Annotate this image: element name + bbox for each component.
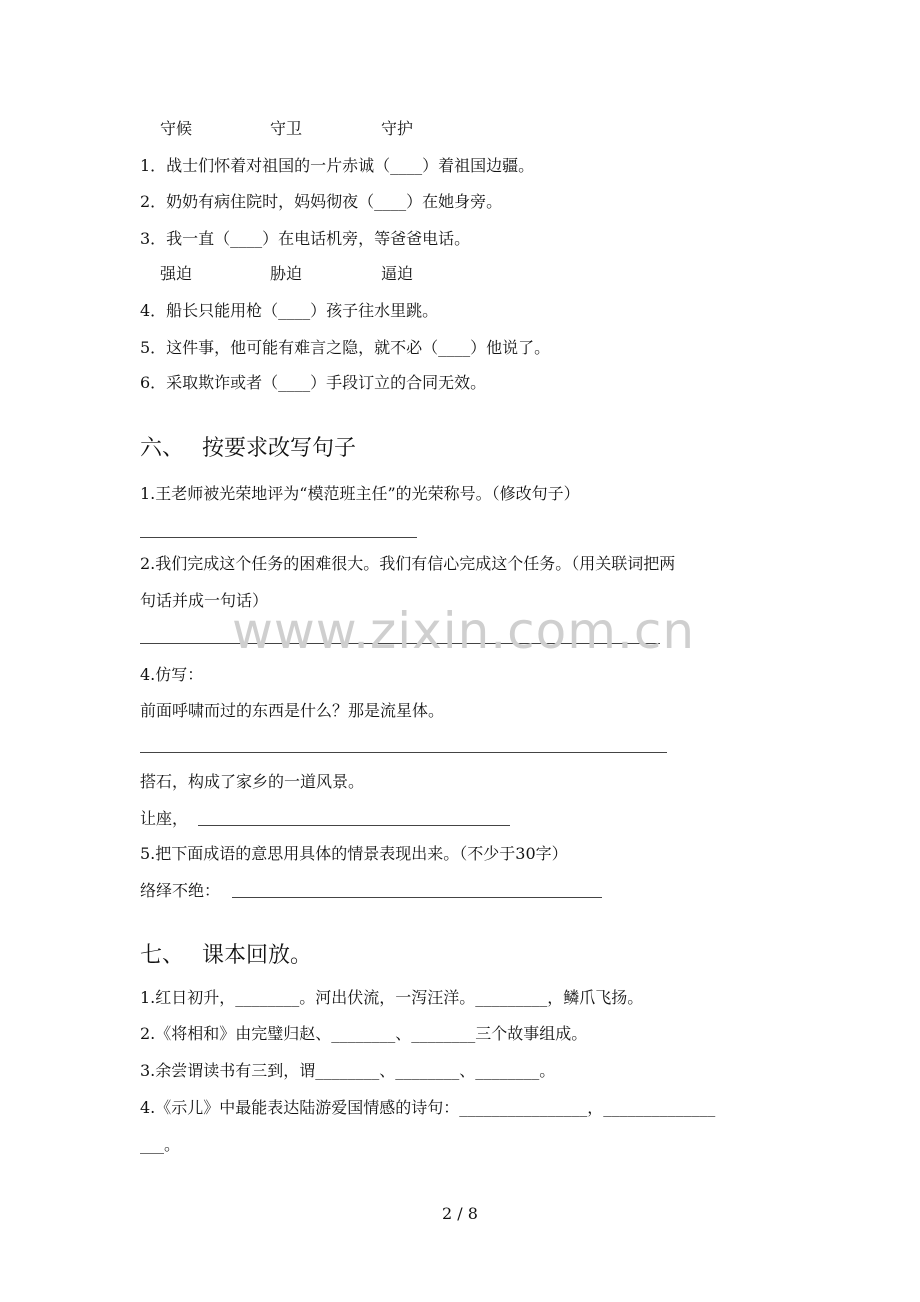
prompt-text: 络绎不绝： — [140, 881, 221, 900]
example-sentence: 前面呼啸而过的东西是什么？那是流星体。 — [140, 701, 445, 720]
word-option: 守卫 — [270, 119, 303, 138]
question-line: 4.仿写： — [140, 665, 204, 684]
word-option: 胁迫 — [270, 264, 303, 283]
page-number: 2 / 8 — [442, 1204, 478, 1223]
question-line: 1．战士们怀着对祖国的一片赤诚（____）着祖国边疆。 — [140, 156, 535, 175]
answer-line — [232, 897, 602, 898]
word-option: 守候 — [160, 119, 193, 138]
question-line: 4.《示儿》中最能表达陆游爱国情感的诗句：________________，______________ — [140, 1098, 716, 1117]
section-title: 课本回放。 — [202, 943, 313, 968]
question-line: 6．采取欺诈或者（____）手段订立的合同无效。 — [140, 373, 487, 392]
watermark: www.zixin.com.cn — [232, 602, 696, 660]
word-option: 守护 — [381, 119, 414, 138]
question-line: 2.我们完成这个任务的困难很大。我们有信心完成这个任务。（用关联词把两 — [140, 554, 676, 573]
question-line: 4．船长只能用枪（____）孩子往水里跳。 — [140, 301, 439, 320]
question-line: 1.红日初升，________。河出伏流，一泻汪洋。_________，鳞爪飞扬。 — [140, 988, 644, 1007]
section-number: 六、 — [140, 436, 185, 461]
example-sentence: 搭石，构成了家乡的一道风景。 — [140, 772, 365, 791]
question-line: 3．我一直（____）在电话机旁，等爸爸电话。 — [140, 229, 471, 248]
section-title: 按要求改写句子 — [202, 436, 357, 461]
word-option: 逼迫 — [381, 264, 414, 283]
answer-line — [198, 825, 510, 826]
question-line: 2．奶奶有病住院时，妈妈彻夜（____）在她身旁。 — [140, 192, 503, 211]
section-number: 七、 — [140, 943, 185, 968]
section-heading — [140, 434, 356, 464]
question-line: 句话并成一句话） — [140, 591, 269, 610]
question-line: 5.把下面成语的意思用具体的情景表现出来。（不少于30字） — [140, 844, 568, 863]
answer-line — [140, 537, 417, 538]
question-line: ___。 — [140, 1135, 181, 1154]
question-line: 2.《将相和》由完璧归赵、________、________三个故事组成。 — [140, 1024, 588, 1043]
answer-line — [140, 752, 667, 753]
prompt-text: 让座， — [140, 809, 189, 828]
word-option: 强迫 — [160, 264, 193, 283]
question-line: 5．这件事，他可能有难言之隐，就不必（____）他说了。 — [140, 338, 551, 357]
question-line: 1.王老师被光荣地评为“模范班主任”的光荣称号。（修改句子） — [140, 484, 580, 503]
question-line: 3.余尝谓读书有三到，谓________、________、________。 — [140, 1061, 556, 1080]
section-heading — [140, 941, 312, 971]
